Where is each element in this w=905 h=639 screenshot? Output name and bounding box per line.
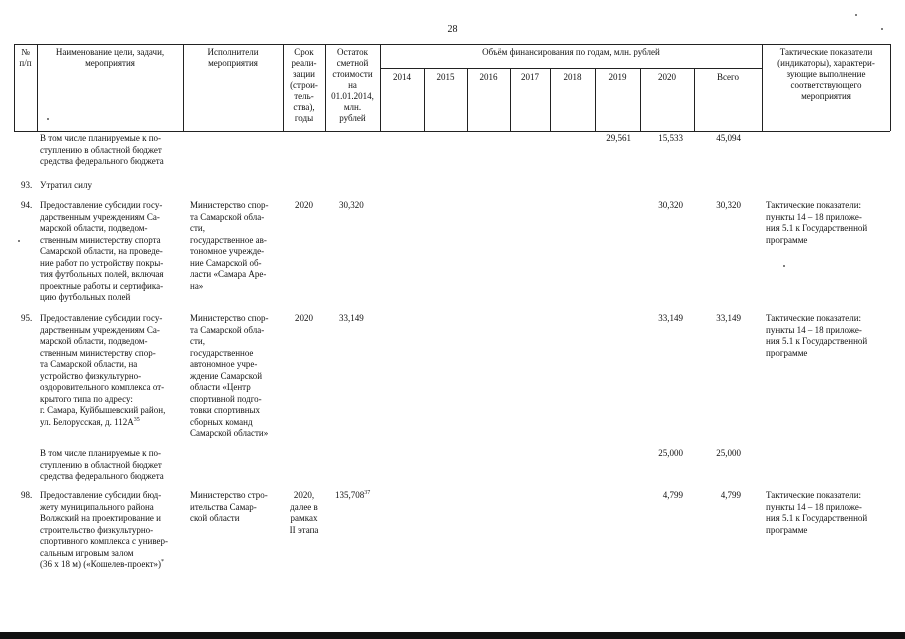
footnote-mark: * <box>161 559 165 565</box>
row-name: Предоставление субсидии бюд- жету муниципального района Волжский на проектирование и строительство физкультурно- спортивного комплекса с универ- сальным игровым залом (36 х 18 м) («Кошелев-проект»)* <box>40 490 169 569</box>
row-total: 30,320 <box>716 200 741 210</box>
row-total: 33,149 <box>716 313 741 323</box>
scan-speck <box>881 28 883 30</box>
header-total: Всего <box>716 72 740 82</box>
row-term: 2020 <box>295 313 313 323</box>
header-indicators: Тактические показатели (индикаторы), характери- зующие выполнение соответствующего мероприятия <box>777 47 875 101</box>
row-total: 4,799 <box>720 490 741 500</box>
row-number: 93. <box>21 180 33 190</box>
row-total: 25,000 <box>716 448 741 458</box>
header-remainder: Остаток сметной стоимости на 01.01.2014, млн. рублей <box>331 47 374 123</box>
header-year-2020: 2020 <box>658 72 676 82</box>
scan-speck <box>18 240 20 242</box>
row-2020: 4,799 <box>662 490 683 500</box>
row-executor: Министерство спор- та Самарской обла- сти, государственное автономное учре- ждение Самарской области «Центр спортивной подго- товки спортивных сборных команд Самарской области» <box>190 313 269 438</box>
row-indicator: Тактические показатели: пункты 14 – 18 приложе- ния 5.1 к Государственной программе <box>766 490 868 535</box>
header-year-2019: 2019 <box>608 72 627 82</box>
header-funding: Объём финансирования по годам, млн. рублей <box>482 47 660 57</box>
row-number: 95. <box>21 313 33 323</box>
scan-bottom-edge <box>0 632 905 639</box>
row-total: 45,094 <box>716 133 741 143</box>
header-year-2017: 2017 <box>521 72 539 82</box>
header-year-2015: 2015 <box>436 72 455 82</box>
scan-speck <box>47 118 49 120</box>
row-number: 94. <box>21 200 33 210</box>
footnote-mark: 37 <box>364 490 371 496</box>
row-remainder: 135,708$^{37}$ <box>335 490 371 500</box>
header-year-2014: 2014 <box>393 72 411 82</box>
row-2020: 30,320 <box>658 200 683 210</box>
row-2020: 33,149 <box>658 313 683 323</box>
scan-speck <box>855 14 857 16</box>
row-name: В том числе планируемые к по- ступлению в областной бюджет средства федерального бюджета <box>40 133 164 166</box>
row-term: 2020 <box>295 200 313 210</box>
row-name: Утратил силу <box>40 180 92 190</box>
footnote-mark: 35 <box>133 416 140 423</box>
row-2020: 25,000 <box>658 448 683 458</box>
row-name: Предоставление субсидии госу- дарственным учреждениям Са- марской области, подведом- ственным министерству спор- та Самарской области, на устройство физкультурно- оздоровительного комплекса от- крытого типа по адресу: г. Самара, Куйбышевский район, ул. Белорусская, д. $112А^{35}$ <box>40 313 166 427</box>
header-num: № п/п <box>19 47 32 68</box>
row-2020: 15,533 <box>658 133 683 143</box>
row-name: Предоставление субсидии госу- дарственным учреждениям Са- марской области, подведом- ственным министерству спорта Самарской области, на проведе- ние работ по устройству покры- тия футбольных полей, включая проектные работы и сертифика- цию футбольных полей <box>40 200 164 302</box>
header-term: Срок реали- зации (строи- тель- ства), годы <box>290 47 318 123</box>
row-number: 98. <box>21 490 33 500</box>
row-indicator: Тактические показатели: пункты 14 – 18 приложе- ния 5.1 к Государственной программе <box>766 313 868 358</box>
row-executor: Министерство стро- ительства Самар- ской области <box>190 490 268 523</box>
row-executor: Министерство спор- та Самарской обла- сти, государственное ав- тономное учрежде- ние Самарской об- ласти «Самара Аре- на» <box>190 200 269 291</box>
row-name: В том числе планируемые к по- ступлению в областной бюджет средства федерального бюджета <box>40 448 164 481</box>
page-number: 28 <box>447 24 458 35</box>
header-executors: Исполнители мероприятия <box>207 47 259 68</box>
row-remainder: 33,149 <box>339 313 364 323</box>
header-year-2016: 2016 <box>479 72 498 82</box>
row-term: 2020, далее в рамках II этапа <box>289 490 319 535</box>
row-indicator: Тактические показатели: пункты 14 – 18 приложе- ния 5.1 к Государственной программе <box>766 200 868 245</box>
row-2019: 29,561 <box>606 133 631 143</box>
header-year-2018: 2018 <box>563 72 582 82</box>
header-name: Наименование цели, задачи, мероприятия <box>55 47 165 68</box>
row-remainder: 30,320 <box>339 200 364 210</box>
scan-speck <box>783 265 785 267</box>
